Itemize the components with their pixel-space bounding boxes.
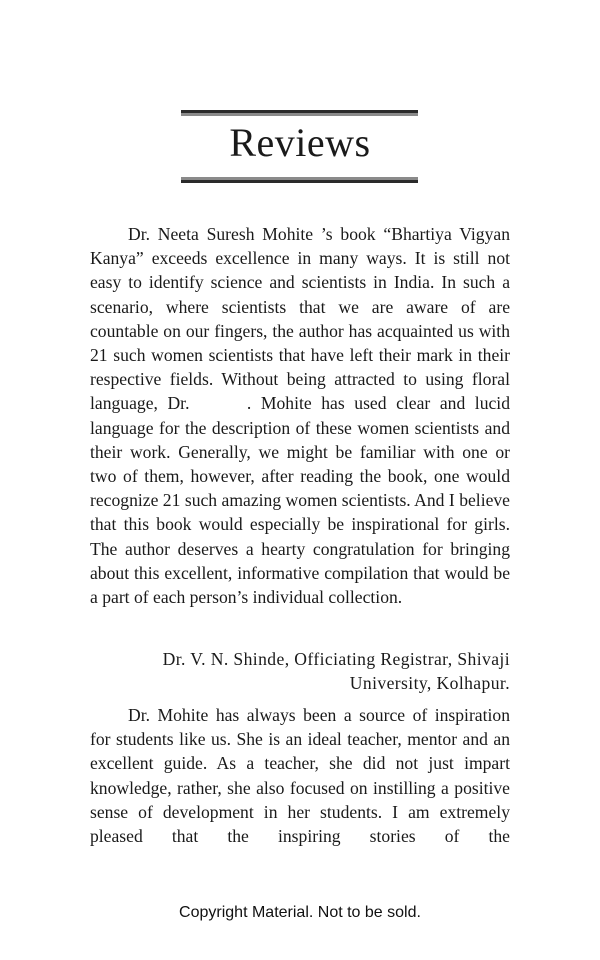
- attribution-line-1: Dr. V. N. Shinde, Officiating Registrar, Shivaji: [162, 649, 510, 669]
- page-title: Reviews: [229, 120, 371, 165]
- review-2: [90, 703, 510, 848]
- copyright-footer: Copyright Material. Not to be sold.: [179, 904, 421, 921]
- review-2-text: Dr. Mohite has always been a source of inspiration for students like us. She is an ideal teacher, mentor and an excellent guide. As a teacher, she did not just impart knowledge, rather, she also focused on instilling a positive sense of development in her students. I am extremely pleased that the inspiring stories of the: [90, 705, 510, 847]
- review-1-text: Dr. Neeta Suresh Mohite ’s book “Bhartiya Vigyan Kanya” exceeds excellence in many ways. It is still not easy to identify science and scientists in India. In such a scenario, where scientists that we are aware of are countable on our fingers, the author has acquainted us with 21 such women scientists that have left their mark in their respective fields. Without being attracted to using floral language, Dr. . Mohite has used clear and lucid language for the description of these women scientists and their work. Generally, we might be familiar with one or two of them, however, after reading the book, one would recognize 21 such amazing women scientists. And I believe that this book would especially be inspirational for girls. The author deserves a hearty congratulation for bringing about this excellent, informative compilation that would be a part of each person’s individual collection.: [90, 224, 510, 608]
- title-top-rule: [181, 110, 418, 116]
- attribution-line-2: University, Kolhapur.: [349, 673, 510, 694]
- review-1-attribution: [90, 647, 510, 695]
- title-bottom-rule: [181, 177, 418, 183]
- review-1: [90, 222, 510, 609]
